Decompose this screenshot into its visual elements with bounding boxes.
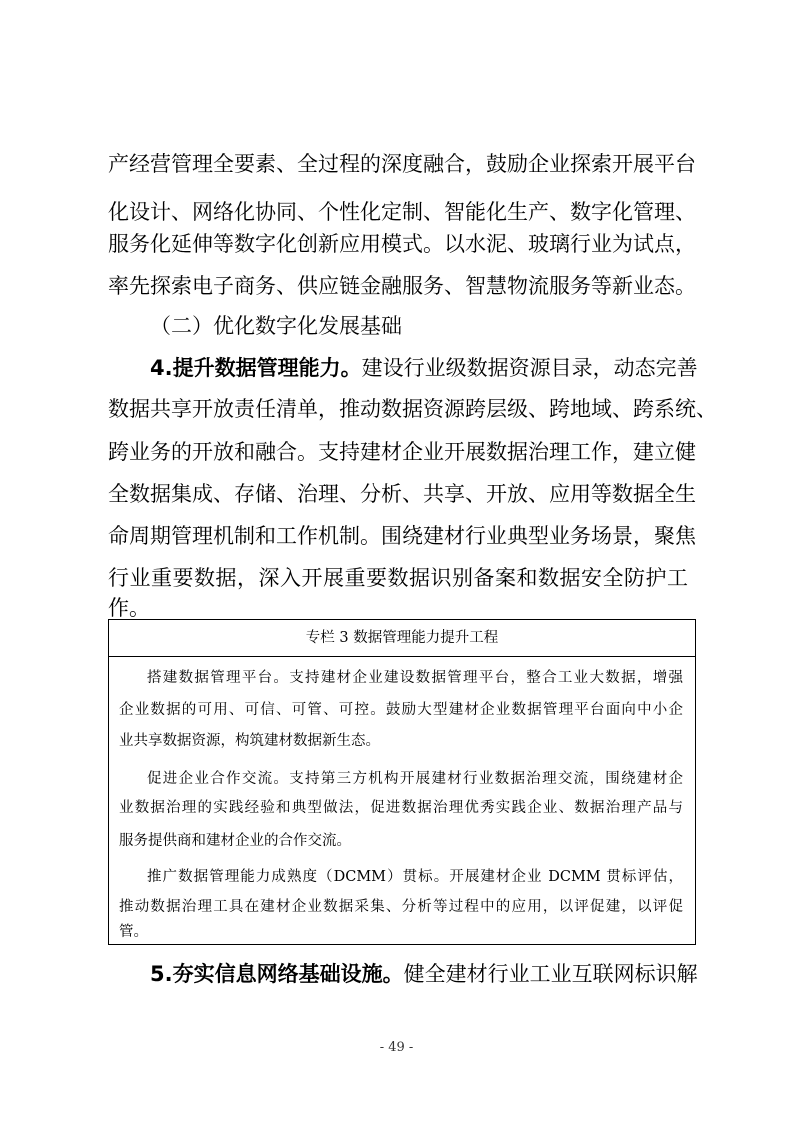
body-text-line: 产经营管理全要素、全过程的深度融合，鼓励企业探索开展平台: [108, 152, 696, 176]
paragraph-text: 健全建材行业工业互联网标识解: [403, 962, 698, 986]
body-text-line: 跨业务的开放和融合。支持建材企业开展数据治理工作，建立健: [108, 440, 696, 464]
paragraph-first-line: [150, 958, 698, 990]
body-text-line: 数据共享开放责任清单，推动数据资源跨层级、跨地域、跨系统、: [108, 397, 717, 421]
box-text-line: 企业数据的可用、可信、可管、可控。鼓励大型建材企业数据管理平台面向中小企: [119, 702, 683, 718]
body-text-line: 命周期管理机制和工作机制。围绕建材行业典型业务场景，聚焦: [108, 524, 696, 548]
paragraph-heading: 5.夯实信息网络基础设施。: [150, 962, 404, 986]
box-text-line: 业共享数据资源，构筑建材数据新生态。: [119, 733, 380, 749]
page-number: - 49 -: [379, 1040, 414, 1055]
body-text-line: 化设计、网络化协同、个性化定制、智能化生产、数字化管理、: [108, 200, 696, 224]
box-text-line: 服务提供商和建材企业的合作交流。: [119, 833, 351, 849]
body-text-line: 率先探索电子商务、供应链金融服务、智慧物流服务等新业态。: [108, 274, 696, 298]
box-title: 专栏 3 数据管理能力提升工程: [109, 620, 695, 657]
paragraph-text: 建设行业级数据资源目录，动态完善: [361, 356, 698, 380]
box-text-line: 推广数据管理能力成熟度（DCMM）贯标。开展建材企业 DCMM 贯标评估，: [147, 869, 683, 885]
paragraph-heading: 4.提升数据管理能力。: [150, 356, 362, 380]
box-text-line: 管。: [119, 924, 148, 940]
paragraph-first-line: [150, 352, 698, 384]
body-text-line: 行业重要数据，深入开展重要数据识别备案和数据安全防护工: [108, 566, 688, 590]
feature-column-box: [108, 619, 696, 945]
body-text-line: 服务化延伸等数字化创新应用模式。以水泥、玻璃行业为试点，: [108, 232, 696, 256]
body-text-line: 全数据集成、存储、治理、分析、共享、开放、应用等数据全生: [108, 482, 696, 506]
box-text-line: 促进企业合作交流。支持第三方机构开展建材行业数据治理交流，围绕建材企: [147, 771, 683, 787]
box-text-line: 业数据治理的实践经验和典型做法，促进数据治理优秀实践企业、数据治理产品与: [119, 800, 683, 816]
box-text-line: 搭建数据管理平台。支持建材企业建设数据管理平台，整合工业大数据，增强: [147, 670, 683, 686]
box-text-line: 推动数据治理工具在建材企业数据采集、分析等过程中的应用，以评促建，以评促: [119, 899, 683, 915]
body-text-line: 作。: [108, 596, 150, 620]
section-heading: （二）优化数字化发展基础: [150, 314, 402, 338]
